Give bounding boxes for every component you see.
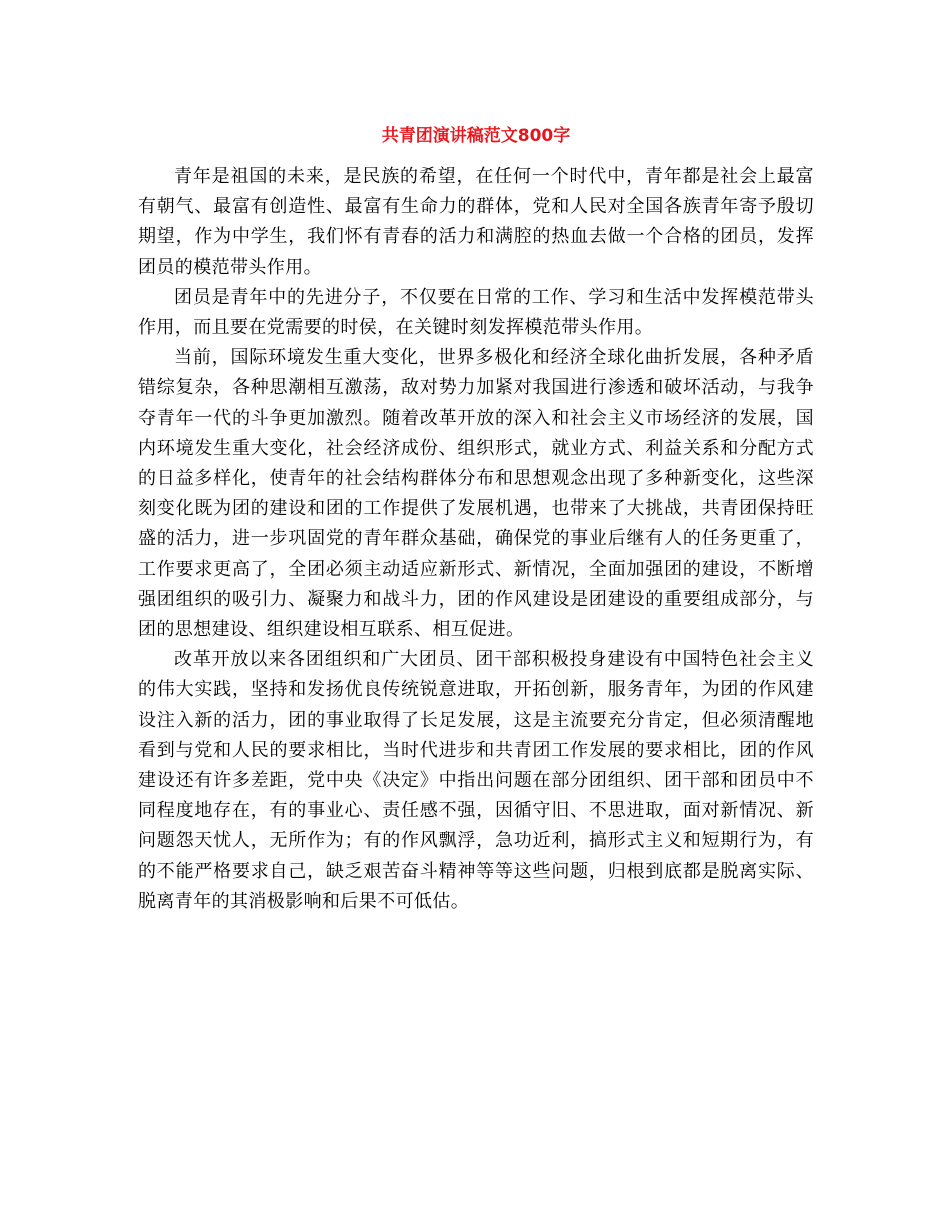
paragraph-1: 青年是祖国的未来，是民族的希望，在任何一个时代中，青年都是社会上最富有朝气、最富有创造性、最富有生命力的群体，党和人民对全国各族青年寄予殷切期望，作为中学生，我们怀有青春的活力和满腔的热血去做一个合格的团员，发挥团员的模范带头作用。 <box>138 166 814 278</box>
document-body <box>138 162 814 917</box>
document-title: 共青团演讲稿范文800字 <box>381 126 571 146</box>
paragraph-2: 团员是青年中的先进分子，不仅要在日常的工作、学习和生活中发挥模范带头作用，而且要在党需要的时侯，在关键时刻发挥模范带头作用。 <box>138 286 814 339</box>
paragraph-3: 当前，国际环境发生重大变化，世界多极化和经济全球化曲折发展，各种矛盾错综复杂，各种思潮相互激荡，敌对势力加紧对我国进行渗透和破坏活动，与我争夺青年一代的斗争更加激烈。随着改革开放的深入和社会主义市场经济的发展，国内环境发生重大变化，社会经济成份、组织形式，就业方式、利益关系和分配方式的日益多样化，使青年的社会结构群体分布和思想观念出现了多种新变化，这些深刻变化既为团的建设和团的工作提供了发展机遇，也带来了大挑战，共青团保持旺盛的活力，进一步巩固党的青年群众基础，确保党的事业后继有人的任务更重了，工作要求更高了，全团必须主动适应新形式、新情况，全面加强团的建设，不断增强团组织的吸引力、凝聚力和战斗力，团的作风建设是团建设的重要组成部分，与团的思想建设、组织建设相互联系、相互促进。 <box>138 347 814 641</box>
paragraph-4: 改革开放以来各团组织和广大团员、团干部积极投身建设有中国特色社会主义的伟大实践，坚持和发扬优良传统锐意进取，开拓创新，服务青年，为团的作风建设注入新的活力，团的事业取得了长足发展，这是主流要充分肯定，但必须清醒地看到与党和人民的要求相比，当时代进步和共青团工作发展的要求相比，团的作风建设还有许多差距，党中央《决定》中指出问题在部分团组织、团干部和团员中不同程度地存在，有的事业心、责任感不强，因循守旧、不思进取，面对新情况、新问题怨天忧人，无所作为；有的作风飘浮，急功近利，搞形式主义和短期行为，有的不能严格要求自己，缺乏艰苦奋斗精神等等这些问题，归根到底都是脱离实际、脱离青年的其消极影响和后果不可低估。 <box>138 649 814 912</box>
document-page <box>138 0 814 1230</box>
